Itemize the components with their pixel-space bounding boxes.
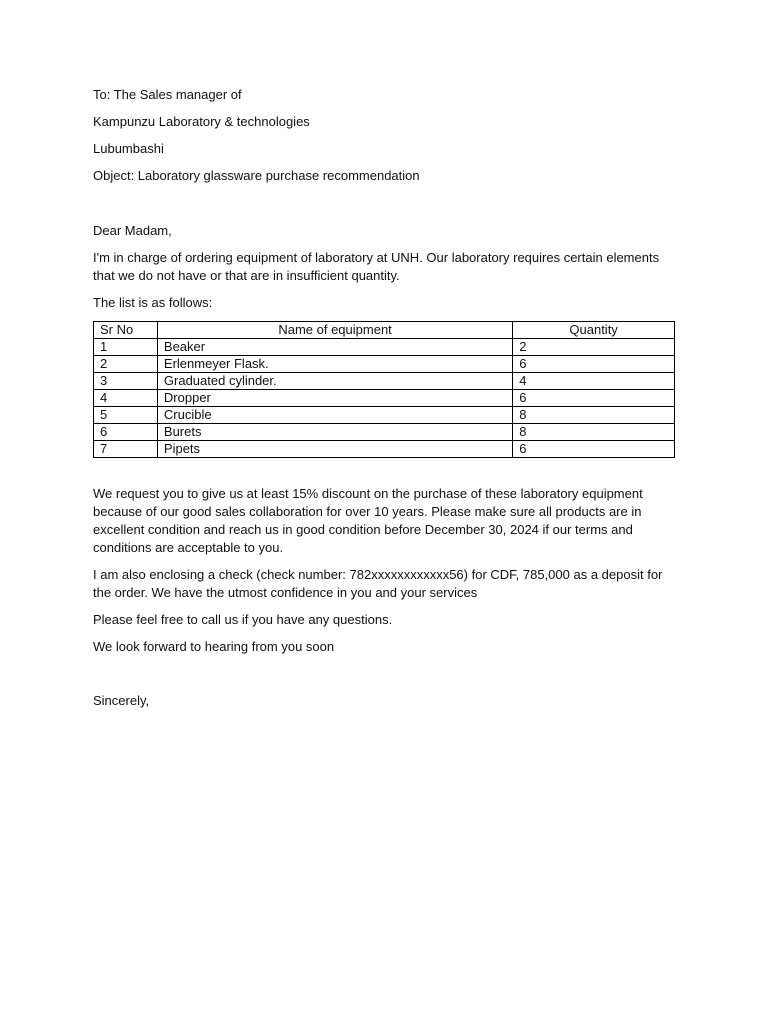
column-header-equipment: Name of equipment: [157, 322, 512, 339]
discount-paragraph: We request you to give us at least 15% discount on the purchase of these laboratory equipment because of our good sales collaboration for over 10 years. Please make sure all products are in excellent condition and reach us in good condition before December 30, 2024 if our terms and conditions are acceptable to you.: [93, 486, 643, 555]
questions-line: Please feel free to call us if you have any questions.: [93, 612, 393, 627]
equipment-cell: Beaker: [157, 339, 512, 356]
table-row: [94, 356, 675, 373]
column-header-quantity: Quantity: [513, 322, 675, 339]
recipient-address: [93, 86, 675, 185]
sr-no-cell: 3: [94, 373, 158, 390]
table-header-row: [94, 322, 675, 339]
quantity-cell: 6: [513, 390, 675, 407]
table-row: [94, 407, 675, 424]
equipment-cell: Graduated cylinder.: [157, 373, 512, 390]
table-row: [94, 339, 675, 356]
letter-object: Object: Laboratory glassware purchase recommendation: [93, 168, 420, 183]
salutation: Dear Madam,: [93, 223, 172, 238]
quantity-cell: 6: [513, 441, 675, 458]
equipment-cell: Crucible: [157, 407, 512, 424]
quantity-cell: 4: [513, 373, 675, 390]
equipment-cell: Dropper: [157, 390, 512, 407]
recipient-company: Kampunzu Laboratory & technologies: [93, 114, 310, 129]
quantity-cell: 2: [513, 339, 675, 356]
letter-body: [93, 86, 675, 710]
table-row: [94, 424, 675, 441]
quantity-cell: 8: [513, 424, 675, 441]
quantity-cell: 6: [513, 356, 675, 373]
signoff: Sincerely,: [93, 693, 150, 708]
equipment-cell: Pipets: [157, 441, 512, 458]
table-row: [94, 373, 675, 390]
column-header-sr-no: Sr No: [94, 322, 158, 339]
equipment-cell: Erlenmeyer Flask.: [157, 356, 512, 373]
check-paragraph: I am also enclosing a check (check number: 782xxxxxxxxxxxx56) for CDF, 785,000 as a deposit for the order. We have the utmost confidence in you and your services: [93, 567, 663, 600]
quantity-cell: 8: [513, 407, 675, 424]
equipment-table: [93, 321, 675, 458]
sr-no-cell: 7: [94, 441, 158, 458]
list-intro: The list is as follows:: [93, 295, 213, 310]
sr-no-cell: 6: [94, 424, 158, 441]
table-row: [94, 390, 675, 407]
sr-no-cell: 1: [94, 339, 158, 356]
table-row: [94, 441, 675, 458]
equipment-cell: Burets: [157, 424, 512, 441]
sr-no-cell: 2: [94, 356, 158, 373]
recipient-city: Lubumbashi: [93, 141, 164, 156]
sr-no-cell: 4: [94, 390, 158, 407]
sr-no-cell: 5: [94, 407, 158, 424]
closing-line: We look forward to hearing from you soon: [93, 639, 335, 654]
intro-paragraph: I'm in charge of ordering equipment of laboratory at UNH. Our laboratory requires certain elements that we do not have or that are in insufficient quantity.: [93, 250, 660, 283]
recipient-line: To: The Sales manager of: [93, 87, 242, 102]
